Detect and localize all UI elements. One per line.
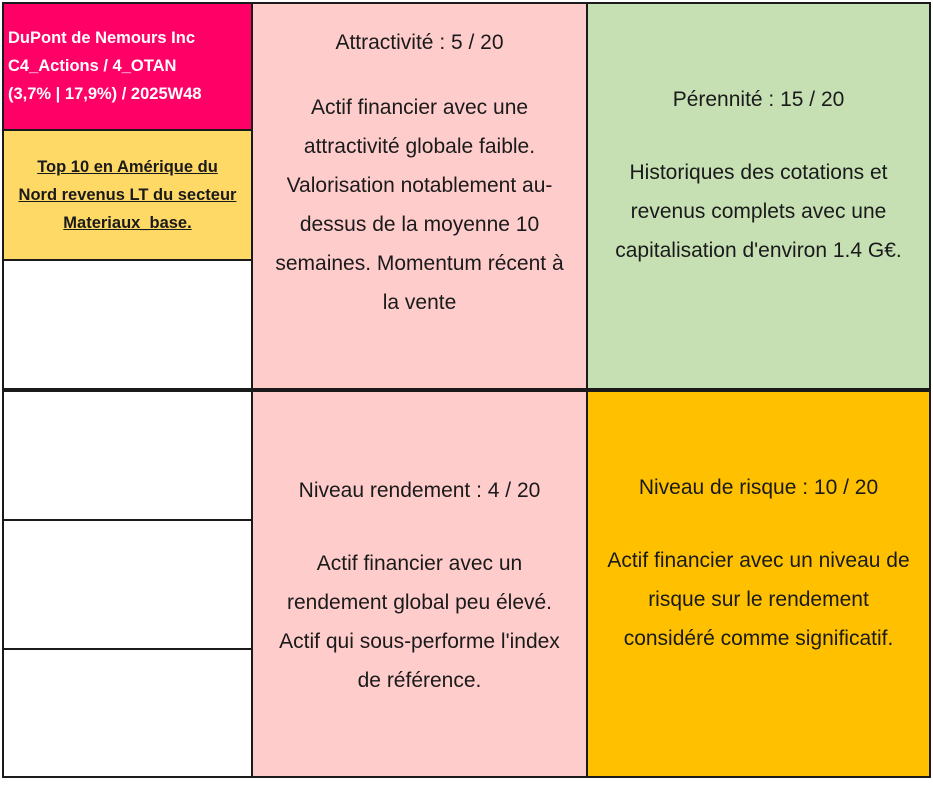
asset-name: DuPont de Nemours Inc [8,29,196,47]
asset-performance: (3,7% | 17,9%) / 2025W48 [8,85,202,103]
perennite-line: Historiques des cotations et [629,160,888,184]
rendement-line: de référence. [357,669,482,692]
rendement-line: Actif financier avec un [316,552,523,575]
risque-line: Actif financier avec un niveau de [607,548,910,572]
risque-line: considéré comme significatif. [623,626,894,650]
attractivite-line: Actif financier avec une [310,96,529,119]
asset-title-cell [2,2,253,131]
attractivite-line: dessus de la moyenne 10 [299,213,540,236]
rendement-line: rendement global peu élevé. [286,591,553,614]
empty-cell [2,519,253,650]
empty-cell [2,259,253,390]
perennite-line: capitalisation d'environ 1.4 G€. [615,238,902,262]
perennite-heading: Pérennité : 15 / 20 [672,87,845,111]
attractivite-line: semaines. Momentum récent à [275,252,564,275]
ranking-line: Top 10 en Amérique du [37,158,218,176]
rendement-line: Actif qui sous-performe l'index [279,630,560,653]
ranking-line: Materiaux_base. [63,214,192,232]
empty-cell [2,648,253,778]
empty-cell [2,390,253,521]
attractivite-line: la vente [382,291,457,314]
perennite-line: revenus complets avec une [630,199,887,223]
attractivite-cell [251,2,588,390]
rendement-heading: Niveau rendement : 4 / 20 [298,479,541,502]
risque-heading: Niveau de risque : 10 / 20 [638,475,879,499]
attractivite-line: attractivité globale faible. [303,135,536,158]
attractivite-heading: Attractivité : 5 / 20 [335,31,504,54]
attractivite-line: Valorisation notablement au- [286,174,553,197]
perennite-cell [586,2,931,390]
ranking-cell [2,129,253,261]
risque-line: risque sur le rendement [648,587,869,611]
ranking-line: Nord revenus LT du secteur [18,186,237,204]
risque-cell [586,390,931,778]
rendement-cell [251,390,588,778]
asset-category: C4_Actions / 4_OTAN [8,57,177,75]
